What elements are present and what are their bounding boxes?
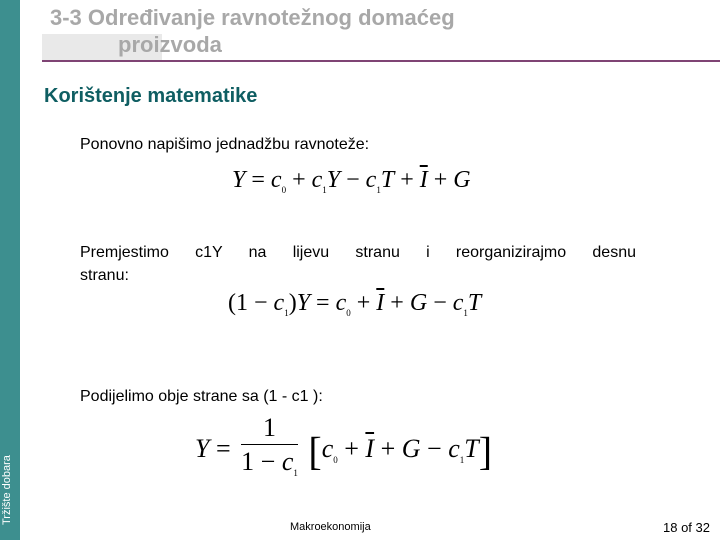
slide-title-line2: proizvoda [118,32,222,57]
equation-solution: Y = $\frac{1}{1 - c_1}$ $[c_0 + \overline{I} + G - c_1T]$ [195,412,492,490]
slide-title [50,4,670,58]
slide-title-line1: 3-3 Određivanje ravnotežnog domaćeg [50,5,455,30]
paragraph-2 [80,241,636,287]
paragraph-1: Ponovno napišimo jednadžbu ravnoteže: [80,136,370,153]
page-number: 18 of 32 [663,520,710,535]
title-divider [42,60,720,62]
paragraph-2-line2: stranu: [80,267,129,284]
equation-rearranged: $(1 - c_1)Y = c_0 + \overline{I} + G - c_1T$ [228,290,482,318]
equation-equilibrium: $Y = c_0 + c_1Y - c_1T + \overline{I} + G$ [232,167,471,195]
slide-subtitle: Korištenje matematike [44,85,258,107]
sidebar-label: Tržište dobara [1,455,13,525]
footer-course: Makroekonomija [290,521,371,533]
fraction-multiplier: $\frac{1}{1 - c_1}$ [241,413,298,478]
paragraph-2-line1: Premjestimo c1Y na lijevu stranu i reorganizirajmo desnu [80,244,636,261]
paragraph-3: Podijelimo obje strane sa (1 - c1 ): [80,388,323,405]
